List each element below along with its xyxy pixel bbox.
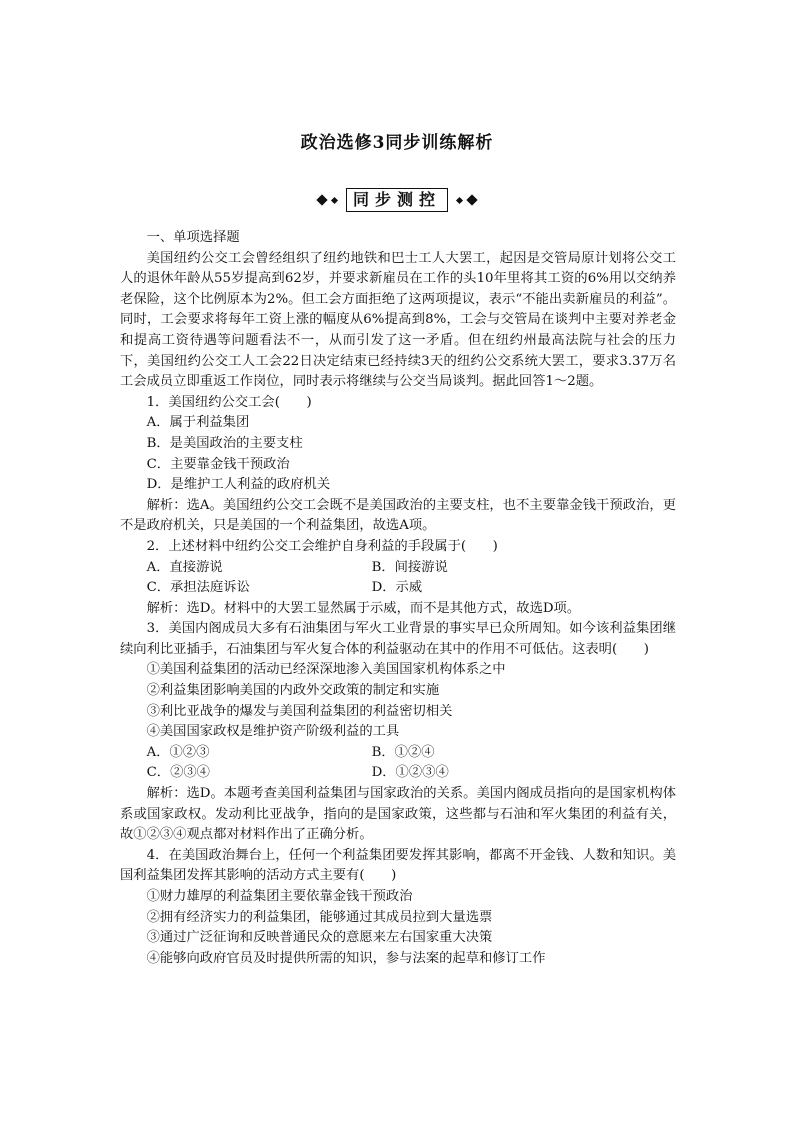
statement-item: ③通过广泛征询和反映普通民众的意愿来左右国家重大决策 xyxy=(146,930,493,946)
option-c: C．承担法庭诉讼 xyxy=(146,580,250,596)
option-a: A．直接游说 xyxy=(146,559,223,575)
option-c: C．②③④ xyxy=(146,765,210,781)
option-b: B．①②④ xyxy=(371,744,435,760)
option-d: D．是维护工人利益的政府机关 xyxy=(146,477,331,493)
option-d: D．示威 xyxy=(371,580,423,596)
options-row xyxy=(120,558,676,579)
section-banner xyxy=(0,188,794,212)
analysis-paragraph: 解析：选D。材料中的大罢工显然属于示威，而不是其他方式，故选D项。 xyxy=(146,600,581,616)
analysis-paragraph: 解析：选D。本题考查美国利益集团与国家政治的关系。美国内阁成员指向的是国家机构体系或国家政权。发动利比亚战争，指向的是国家政策，这些都与石油和军火集团的利益有关，故①②③④观点都对材料作出了正确分析。 xyxy=(120,786,676,843)
statement-item: ①财力雄厚的利益集团主要依靠金钱干预政治 xyxy=(146,889,413,904)
option-c: C．主要靠金钱干预政治 xyxy=(146,456,290,472)
question-stem: 2．上述材料中纽约公交工会维护自身利益的手段属于( ) xyxy=(146,538,498,554)
banner-label: 同步测控 xyxy=(346,188,448,212)
question-stem: 3．美国内阁成员大多有石油集团与军火工业背景的事实早已众所周知。如今该利益集团继续向利比亚插手，石油集团与军火复合体的利益驱动在其中的作用不可低估。这表明( ) xyxy=(120,621,676,657)
options-row xyxy=(120,743,676,764)
diamond-icon xyxy=(316,194,327,205)
statement-item: ②利益集团影响美国的内政外交政策的制定和实施 xyxy=(146,683,440,699)
statement-item: ①美国利益集团的活动已经深深地渗入美国国家机构体系之中 xyxy=(146,662,506,678)
diamond-icon xyxy=(456,196,463,203)
options-row xyxy=(120,578,676,599)
option-b: B．间接游说 xyxy=(371,559,448,575)
material-paragraph: 美国纽约公交工会曾经组织了纽约地铁和巴士工人大罢工，起因是交管局原计划将公交工人的退休年龄从55岁提高到62岁，并要求新雇员在工作的头10年里将其工资的6%用以交纳养老保险，这个比例原本为2%。但工会方面拒绝了这两项提议，表示“不能出卖新雇员的利益”。同时，工会要求将每年工资上涨的幅度从6%提高到8%，工会与交管局在谈判中主要对养老金和提高工资待遇等问题看法不一，从而引发了这一矛盾。但在纽约州最高法院与社会的压力下，美国纽约公交工人工会22日决定结束已经持续3天的纽约公交系统大罢工，要求3.37万名工会成员立即重返工作岗位，同时表示将继续与公交当局谈判。据此回答1～2题。 xyxy=(120,250,676,390)
page-title: 政治选修3同步训练解析 xyxy=(300,133,494,153)
question-stem: 4．在美国政治舞台上，任何一个利益集团要发挥其影响，都离不开金钱、人数和知识。美国利益集团发挥其影响的活动方式主要有( ) xyxy=(120,847,676,884)
document-body xyxy=(120,228,676,969)
option-a: A．属于利益集团 xyxy=(146,415,250,431)
option-b: B．是美国政治的主要支柱 xyxy=(146,435,303,451)
statement-item: ②拥有经济实力的利益集团，能够通过其成员拉到大量选票 xyxy=(146,909,493,925)
statement-item: ④美国国家政权是维护资产阶级利益的工具 xyxy=(146,724,400,740)
statement-item: ③利比亚战争的爆发与美国利益集团的利益密切相关 xyxy=(146,703,453,719)
question-stem: 1．美国纽约公交工会( ) xyxy=(146,394,312,410)
section-heading: 一、单项选择题 xyxy=(146,230,240,245)
option-d: D．①②③④ xyxy=(371,765,449,781)
diamond-icon xyxy=(466,194,477,205)
diamond-icon xyxy=(331,196,338,203)
options-row xyxy=(120,763,676,784)
option-a: A．①②③ xyxy=(146,744,210,760)
analysis-paragraph: 解析：选A。美国纽约公交工会既不是美国政治的主要支柱，也不主要靠金钱干预政治，更不是政府机关，只是美国的一个利益集团，故选A项。 xyxy=(120,497,676,534)
statement-item: ④能够向政府官员及时提供所需的知识，参与法案的起草和修订工作 xyxy=(146,950,546,966)
